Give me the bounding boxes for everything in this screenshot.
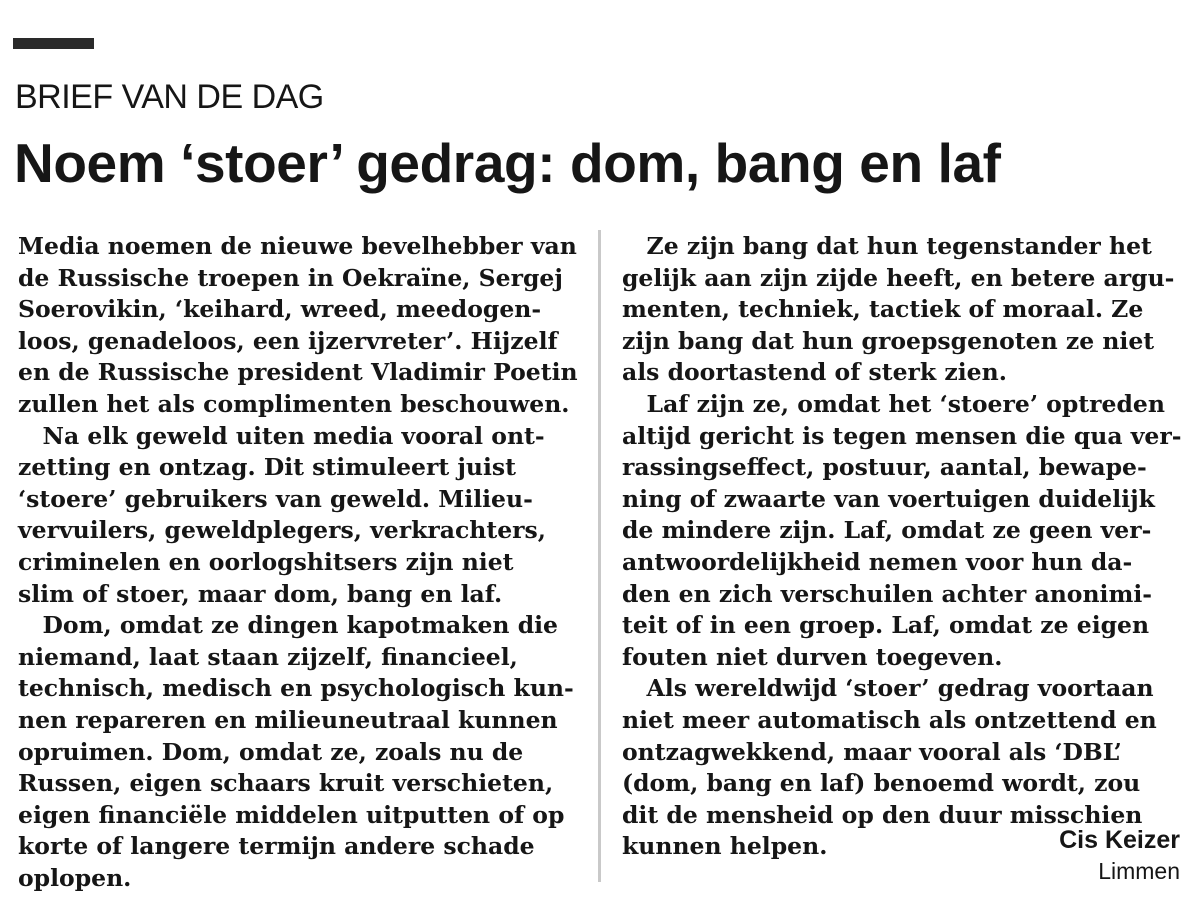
body-line: criminelen en oorlogshitsers zijn niet	[18, 547, 514, 576]
column-divider	[598, 230, 601, 882]
body-line: Dom, omdat ze dingen kapotmaken die	[18, 611, 559, 640]
body-line: Laf zijn ze, omdat het ‘stoere’ optreden	[622, 389, 1165, 418]
body-line: vervuilers, geweldplegers, verkrachters,	[18, 516, 546, 545]
body-line: dit de mensheid op den duur misschien	[622, 800, 1143, 829]
body-line: oplopen.	[18, 863, 132, 892]
body-line: (dom, bang en laf) benoemd wordt, zou	[622, 769, 1141, 798]
body-line: ‘stoere’ gebruikers van geweld. Milieu-	[18, 484, 533, 513]
body-line: rassingseffect, postuur, aantal, bewape-	[622, 453, 1147, 482]
body-line: eigen financiële middelen uitputten of op	[18, 800, 565, 829]
body-line: slim of stoer, maar dom, bang en laf.	[18, 579, 503, 608]
body-line: menten, techniek, tactiek of moraal. Ze	[622, 295, 1144, 324]
body-line: en de Russische president Vladimir Poetin	[18, 358, 578, 387]
body-line: de mindere zijn. Laf, omdat ze geen ver-	[622, 516, 1152, 545]
author-place: Limmen	[1098, 858, 1180, 884]
body-line: altijd gericht is tegen mensen die qua ver-	[622, 421, 1182, 450]
section-rule	[13, 38, 94, 49]
body-line: ning of zwaarte van voertuigen duidelijk	[622, 484, 1155, 513]
article-headline: Noem ‘stoer’ gedrag: dom, bang en laf	[14, 132, 1001, 194]
section-kicker: BRIEF VAN DE DAG	[15, 78, 324, 116]
body-line: Na elk geweld uiten media vooral ont-	[18, 421, 545, 450]
body-line: de Russische troepen in Oekraïne, Sergej	[18, 263, 563, 292]
body-line: zijn bang dat hun groepsgenoten ze niet	[622, 326, 1155, 355]
body-line: den en zich verschuilen achter anonimi-	[622, 579, 1153, 608]
body-line: niet meer automatisch als ontzettend en	[622, 705, 1157, 734]
body-line: Als wereldwijd ‘stoer’ gedrag voortaan	[622, 674, 1154, 703]
body-line: Media noemen de nieuwe bevelhebber van	[18, 232, 577, 260]
body-line: niemand, laat staan zijzelf, financieel,	[18, 642, 518, 671]
author-name: Cis Keizer	[1059, 826, 1180, 854]
body-line: Soerovikin, ‘keihard, wreed, meedogen-	[18, 295, 542, 324]
body-line: technisch, medisch en psychologisch kun-	[18, 674, 574, 703]
body-line: zullen het als complimenten beschouwen.	[18, 389, 570, 418]
body-line: Ze zijn bang dat hun tegenstander het	[622, 232, 1152, 260]
body-line: opruimen. Dom, omdat ze, zoals nu de	[18, 737, 524, 766]
body-line: loos, genadeloos, een ijzervreter’. Hijzelf	[18, 326, 558, 355]
column-left	[18, 231, 578, 894]
body-line: nen repareren en milieuneutraal kunnen	[18, 705, 558, 734]
body-line: fouten niet durven toegeven.	[622, 642, 1003, 671]
body-line: kunnen helpen.	[622, 832, 828, 861]
body-line: antwoordelijkheid nemen voor hun da-	[622, 547, 1133, 576]
body-line: korte of langere termijn andere schade	[18, 832, 535, 861]
body-line: zetting en ontzag. Dit stimuleert juist	[18, 453, 516, 482]
body-line: ontzagwekkend, maar vooral als ‘DBL’	[622, 737, 1122, 766]
body-line: gelijk aan zijn zijde heeft, en betere argu-	[622, 263, 1175, 292]
column-right	[622, 231, 1182, 863]
body-line: als doortastend of sterk zien.	[622, 358, 1007, 387]
body-line: teit of in een groep. Laf, omdat ze eigen	[622, 611, 1150, 640]
body-line: Russen, eigen schaars kruit verschieten,	[18, 769, 554, 798]
